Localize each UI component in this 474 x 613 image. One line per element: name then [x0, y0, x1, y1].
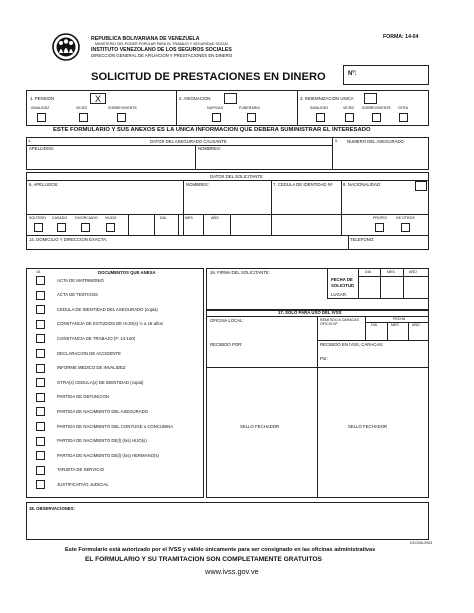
- documents-header: DOCUMENTOS QUE ANEXA: [98, 270, 156, 275]
- request-month-label: MES: [387, 270, 395, 274]
- place-label[interactable]: LUGAR:: [331, 292, 347, 297]
- local-office-label[interactable]: OFICINA LOCAL:: [210, 318, 244, 323]
- document-item-label: CONSTANCIA DE ESTUDIOS DE HIJO(s) ½ a 18 años: [57, 321, 163, 327]
- document-item-label: DECLARACION DE ACCIDENTE: [57, 350, 121, 356]
- ivss-year-label: AÑO: [412, 323, 420, 327]
- date-stamp-2: SELLO FECHADOR: [348, 424, 388, 429]
- footer-line1: Este Formulario está autorizado por el IVSS y válido únicamente para ser consignado en las oficinas administrativas: [65, 547, 376, 553]
- applicant-section-title: DATOS DEL SOLICITANTE: [210, 174, 263, 179]
- pension-mark: X: [94, 94, 101, 104]
- applicant-firstname-label[interactable]: NOMBRES:: [186, 182, 209, 187]
- footer-url[interactable]: www.ivss.gov.ve: [205, 567, 259, 576]
- document-item-label: PARTIDA DE DEFUNCION: [57, 394, 109, 400]
- header-direction: DIRECCION GENERAL DE AFILIACION Y PRESTACIONES EN DINERO: [91, 53, 233, 58]
- document-checkbox[interactable]: [36, 451, 45, 460]
- request-day-label: DIA: [365, 270, 371, 274]
- birth-year-label: AÑO: [211, 216, 219, 220]
- pension-opt-vejez: VEJEZ: [76, 106, 88, 110]
- civil-soltero: SOLTERO: [29, 216, 46, 220]
- asignacion-checkbox[interactable]: [224, 93, 237, 104]
- indem-opt-sobreviviente: SOBREVIVIENTE: [362, 106, 391, 110]
- document-checkbox[interactable]: [36, 305, 45, 314]
- document-checkbox[interactable]: [36, 480, 45, 489]
- header-institute: INSTITUTO VENEZOLANO DE LOS SEGUROS SOCIALES: [91, 47, 232, 53]
- form-code: FORMA: 14-04: [383, 34, 419, 40]
- document-item-label: PARTIDA DE NACIMIENTO DE(l) (los) HERMANO(s): [57, 452, 159, 458]
- civil-viudo: VIUDO: [105, 216, 117, 220]
- civil-soltero-checkbox[interactable]: [34, 223, 43, 232]
- notice-text: ESTE FORMULARIO Y SUS ANEXOS ES LA UNICA INFORMACION QUE DEBERA SUMINISTRAR EL INTERESADO: [53, 127, 371, 133]
- civil-casado: CASADO: [52, 216, 68, 220]
- document-checkbox[interactable]: [36, 334, 45, 343]
- document-checkbox[interactable]: [36, 349, 45, 358]
- document-checkbox[interactable]: [36, 320, 45, 329]
- pension-opt-sobreviviente: SOBREVIVIENTE: [108, 106, 137, 110]
- indem-vejez-checkbox[interactable]: [345, 113, 354, 122]
- received-by-label[interactable]: RECIBIDO POR:: [210, 342, 243, 347]
- document-checkbox[interactable]: [36, 378, 45, 387]
- birth-month-label: MES: [185, 216, 193, 220]
- form-number-label: Nº:: [348, 71, 357, 77]
- received-caracas-label[interactable]: RECIBIDO EN IVSS, CARACAS:: [320, 342, 384, 347]
- insured-firstname-label[interactable]: NOMBRES:: [198, 146, 221, 151]
- document-item-label: TARJETA DE SERVICIO: [57, 467, 105, 473]
- signature-label[interactable]: 16. FIRMA DEL SOLICITANTE:: [210, 270, 270, 275]
- ivss-use-header: 17. SOLO PARA USO DEL IVSS: [278, 310, 342, 315]
- document-item-label: PARTIDA DE NACIMIENTO DEL CONYUGE o CONCUBINA: [57, 423, 174, 429]
- document-item-label: INFORME MEDICO DE INVALIDEZ: [57, 365, 126, 371]
- documents-number: 15.: [36, 270, 41, 274]
- applicant-lastname-label[interactable]: 6. APELLIDOS:: [29, 182, 59, 187]
- birth-day-label: DIA: [160, 216, 166, 220]
- document-checkbox[interactable]: [36, 437, 45, 446]
- document-checkbox[interactable]: [36, 393, 45, 402]
- insured-number-5: 5.: [335, 139, 338, 143]
- indemnizacion-label: 3. INDEMNIZACION UNICA: [300, 96, 354, 101]
- header-republic: REPUBLICA BOLIVARIANA DE VENEZUELA: [91, 36, 200, 42]
- insured-number-label: NUMERO DEL ASEGURADO: [347, 139, 404, 144]
- document-item-label: PARTIDA DE NACIMIENTO DEL ASEGURADO: [57, 408, 149, 414]
- civil-viudo-checkbox[interactable]: [106, 223, 115, 232]
- pension-opt-invalidez: INVALIDEZ: [31, 106, 50, 110]
- pension-sobreviviente-checkbox[interactable]: [117, 113, 126, 122]
- ivss-day-label: DIA: [371, 323, 377, 327]
- pension-checkbox[interactable]: [90, 93, 106, 104]
- document-item-label: CONSTANCIA DE TRABAJO (F: 14-100): [57, 335, 136, 341]
- phone-label[interactable]: TELEFONO:: [350, 237, 375, 242]
- indem-opt-otra: OTRA: [398, 106, 408, 110]
- asignacion-funeraria-checkbox[interactable]: [247, 113, 256, 122]
- ivss-date-label: FECHA: [393, 317, 406, 321]
- document-item-label: OTRA(s) CEDULA(s) DE IDENTIDAD (copia): [57, 379, 144, 385]
- asignacion-label: 2. ASIGNACION: [179, 96, 211, 101]
- nationality-field[interactable]: [415, 181, 427, 191]
- footer-code: DCG/06-2004: [410, 541, 433, 545]
- applicant-nationality-label: 8. NACIONALIDAD:: [343, 182, 382, 187]
- indemnizacion-checkbox[interactable]: [364, 93, 377, 104]
- date-stamp-1: SELLO FECHADOR: [240, 424, 280, 429]
- nationality-propio-checkbox[interactable]: [375, 223, 384, 232]
- pension-invalidez-checkbox[interactable]: [37, 113, 46, 122]
- pension-label: 1. PENSION: [30, 96, 55, 101]
- pension-vejez-checkbox[interactable]: [79, 113, 88, 122]
- request-date-label: FECHA DE SOLICITUD: [331, 277, 355, 288]
- document-checkbox[interactable]: [36, 466, 45, 475]
- insured-section-title: DATOS DEL ASEGURADO CAUSANTE: [150, 139, 227, 144]
- insured-lastname-label[interactable]: APELLIDOS:: [29, 146, 55, 151]
- ivss-logo-icon: [52, 33, 80, 61]
- form-number-field[interactable]: [343, 65, 429, 85]
- by-label[interactable]: Por:: [320, 356, 328, 361]
- document-item-label: ACTA DE MATRIMONIO: [57, 277, 104, 283]
- civil-divorciado: DIVORCIADO: [75, 216, 98, 220]
- observations-field[interactable]: [26, 502, 429, 540]
- nationality-otros: DE OTROS: [396, 216, 415, 220]
- asignacion-opt-nupcias: NUPCIAS: [207, 106, 223, 110]
- document-checkbox[interactable]: [36, 276, 45, 285]
- insured-number-4: 4.: [28, 139, 31, 143]
- indem-opt-invalidez: INVALIDEZ: [310, 106, 329, 110]
- civil-casado-checkbox[interactable]: [57, 223, 66, 232]
- ivss-logo: [52, 33, 80, 61]
- nationality-propio: PROPIO: [373, 216, 387, 220]
- document-item-label: PARTIDA DE NACIMIENTO DE(l) (los) HIJO(s): [57, 438, 147, 444]
- footer-line2: EL FORMULARIO Y SU TRAMITACION SON COMPLETAMENTE GRATUITOS: [85, 556, 322, 563]
- asignacion-nupcias-checkbox[interactable]: [212, 113, 221, 122]
- document-checkbox[interactable]: [36, 291, 45, 300]
- document-checkbox[interactable]: [36, 407, 45, 416]
- document-checkbox[interactable]: [36, 364, 45, 373]
- document-item-label: CEDULA DE IDENTIDAD DEL ASEGURADO (copia): [57, 306, 158, 312]
- indem-otra-checkbox[interactable]: [399, 113, 408, 122]
- document-item-label: JUSTIFICATIVO JUDICIAL: [57, 481, 109, 487]
- applicant-id-label[interactable]: 7. CEDULA DE IDENTIDAD Nº:: [273, 182, 334, 187]
- indem-invalidez-checkbox[interactable]: [316, 113, 325, 122]
- request-year-label: AÑO: [409, 270, 417, 274]
- document-item-label: ACTA DE TESTIGOS: [57, 292, 98, 298]
- ivss-month-label: MES: [391, 323, 399, 327]
- address-label[interactable]: 14. DOMICILIO Y DIRECCION EXACTA:: [29, 237, 108, 242]
- page-title: SOLICITUD DE PRESTACIONES EN DINERO: [91, 71, 326, 83]
- header-ministry: MINISTERIO DEL PODER POPULAR PARA EL TRABAJO Y SEGURIDAD SOCIAL: [95, 42, 229, 46]
- indem-sobreviviente-checkbox[interactable]: [372, 113, 381, 122]
- nationality-otros-checkbox[interactable]: [401, 223, 410, 232]
- remitted-label: REMITIDO A CARACAS OFICIO Nº: [320, 318, 359, 327]
- civil-divorciado-checkbox[interactable]: [81, 223, 90, 232]
- indem-opt-vejez: VEJEZ: [343, 106, 355, 110]
- document-checkbox[interactable]: [36, 422, 45, 431]
- observations-label: 18. OBSERVACIONES:: [29, 506, 75, 511]
- asignacion-opt-funeraria: FUNERARIA: [239, 106, 260, 110]
